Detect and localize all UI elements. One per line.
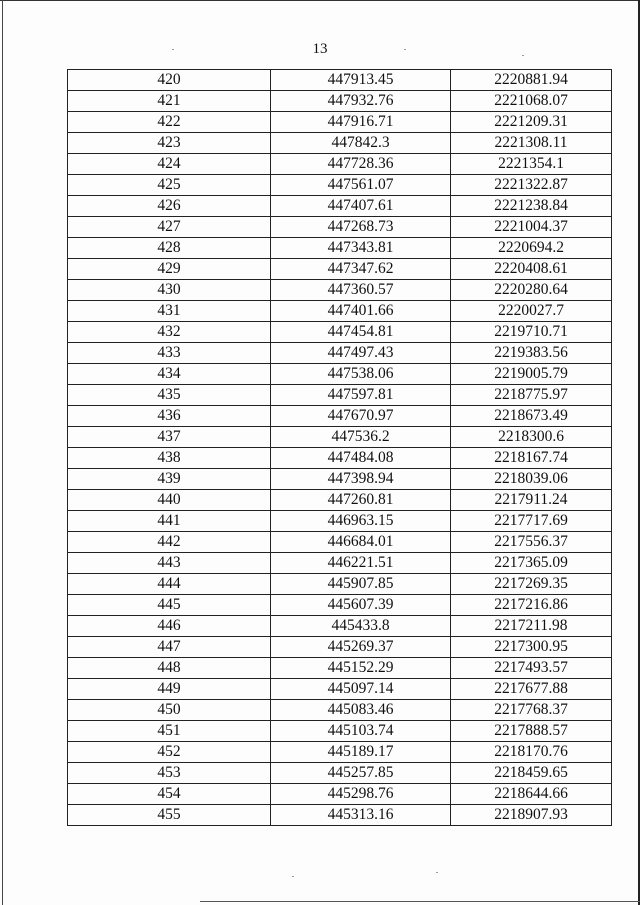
table-row <box>68 784 612 805</box>
x-coordinate-cell: 447454.81 <box>271 322 451 343</box>
x-coordinate-cell: 447561.07 <box>271 175 451 196</box>
y-coordinate-cell: 2220881.94 <box>451 70 612 91</box>
point-number-cell: 425 <box>68 175 271 196</box>
table-row <box>68 175 612 196</box>
y-coordinate-cell: 2217216.86 <box>451 595 612 616</box>
table-row <box>68 280 612 301</box>
point-number-cell: 439 <box>68 469 271 490</box>
coordinates-table <box>67 69 612 826</box>
coordinates-table-body <box>68 70 612 826</box>
point-number-cell: 438 <box>68 448 271 469</box>
point-number-cell: 423 <box>68 133 271 154</box>
point-number-cell: 430 <box>68 280 271 301</box>
point-number-cell: 421 <box>68 91 271 112</box>
table-row <box>68 238 612 259</box>
y-coordinate-cell: 2217211.98 <box>451 616 612 637</box>
x-coordinate-cell: 445189.17 <box>271 742 451 763</box>
x-coordinate-cell: 445433.8 <box>271 616 451 637</box>
table-row <box>68 385 612 406</box>
table-row <box>68 133 612 154</box>
y-coordinate-cell: 2217911.24 <box>451 490 612 511</box>
x-coordinate-cell: 445152.29 <box>271 658 451 679</box>
scan-speck <box>436 872 438 873</box>
table-row <box>68 469 612 490</box>
table-row <box>68 574 612 595</box>
x-coordinate-cell: 447347.62 <box>271 259 451 280</box>
point-number-cell: 452 <box>68 742 271 763</box>
table-row <box>68 658 612 679</box>
point-number-cell: 424 <box>68 154 271 175</box>
point-number-cell: 453 <box>68 763 271 784</box>
table-row <box>68 805 612 826</box>
x-coordinate-cell: 447260.81 <box>271 490 451 511</box>
point-number-cell: 446 <box>68 616 271 637</box>
x-coordinate-cell: 445269.37 <box>271 637 451 658</box>
table-row <box>68 532 612 553</box>
scan-speck <box>292 876 294 877</box>
y-coordinate-cell: 2218170.76 <box>451 742 612 763</box>
y-coordinate-cell: 2221354.1 <box>451 154 612 175</box>
table-row <box>68 511 612 532</box>
y-coordinate-cell: 2218039.06 <box>451 469 612 490</box>
y-coordinate-cell: 2219383.56 <box>451 343 612 364</box>
x-coordinate-cell: 445907.85 <box>271 574 451 595</box>
table-row <box>68 742 612 763</box>
x-coordinate-cell: 446963.15 <box>271 511 451 532</box>
y-coordinate-cell: 2220027.7 <box>451 301 612 322</box>
y-coordinate-cell: 2217556.37 <box>451 532 612 553</box>
point-number-cell: 445 <box>68 595 271 616</box>
x-coordinate-cell: 447407.61 <box>271 196 451 217</box>
table-row <box>68 70 612 91</box>
x-coordinate-cell: 447913.45 <box>271 70 451 91</box>
table-row <box>68 196 612 217</box>
y-coordinate-cell: 2221308.11 <box>451 133 612 154</box>
point-number-cell: 427 <box>68 217 271 238</box>
x-coordinate-cell: 447728.36 <box>271 154 451 175</box>
y-coordinate-cell: 2217717.69 <box>451 511 612 532</box>
y-coordinate-cell: 2217269.35 <box>451 574 612 595</box>
point-number-cell: 440 <box>68 490 271 511</box>
point-number-cell: 434 <box>68 364 271 385</box>
table-row <box>68 553 612 574</box>
scan-border-left <box>2 0 3 905</box>
point-number-cell: 450 <box>68 700 271 721</box>
table-row <box>68 91 612 112</box>
point-number-cell: 435 <box>68 385 271 406</box>
point-number-cell: 451 <box>68 721 271 742</box>
x-coordinate-cell: 445257.85 <box>271 763 451 784</box>
point-number-cell: 426 <box>68 196 271 217</box>
table-row <box>68 448 612 469</box>
x-coordinate-cell: 447538.06 <box>271 364 451 385</box>
table-row <box>68 616 612 637</box>
y-coordinate-cell: 2218775.97 <box>451 385 612 406</box>
point-number-cell: 454 <box>68 784 271 805</box>
x-coordinate-cell: 447597.81 <box>271 385 451 406</box>
y-coordinate-cell: 2217888.57 <box>451 721 612 742</box>
table-row <box>68 343 612 364</box>
x-coordinate-cell: 447932.76 <box>271 91 451 112</box>
table-row <box>68 679 612 700</box>
y-coordinate-cell: 2220408.61 <box>451 259 612 280</box>
table-row <box>68 721 612 742</box>
x-coordinate-cell: 447497.43 <box>271 343 451 364</box>
point-number-cell: 437 <box>68 427 271 448</box>
scan-border-top <box>0 0 640 5</box>
point-number-cell: 429 <box>68 259 271 280</box>
y-coordinate-cell: 2220280.64 <box>451 280 612 301</box>
x-coordinate-cell: 447916.71 <box>271 112 451 133</box>
y-coordinate-cell: 2218459.65 <box>451 763 612 784</box>
x-coordinate-cell: 445607.39 <box>271 595 451 616</box>
x-coordinate-cell: 447484.08 <box>271 448 451 469</box>
y-coordinate-cell: 2218644.66 <box>451 784 612 805</box>
table-row <box>68 154 612 175</box>
y-coordinate-cell: 2217493.57 <box>451 658 612 679</box>
point-number-cell: 433 <box>68 343 271 364</box>
x-coordinate-cell: 447360.57 <box>271 280 451 301</box>
y-coordinate-cell: 2221238.84 <box>451 196 612 217</box>
y-coordinate-cell: 2221209.31 <box>451 112 612 133</box>
point-number-cell: 443 <box>68 553 271 574</box>
table-row <box>68 763 612 784</box>
x-coordinate-cell: 445083.46 <box>271 700 451 721</box>
y-coordinate-cell: 2219710.71 <box>451 322 612 343</box>
x-coordinate-cell: 447343.81 <box>271 238 451 259</box>
point-number-cell: 431 <box>68 301 271 322</box>
x-coordinate-cell: 447401.66 <box>271 301 451 322</box>
table-row <box>68 595 612 616</box>
x-coordinate-cell: 447536.2 <box>271 427 451 448</box>
point-number-cell: 449 <box>68 679 271 700</box>
point-number-cell: 455 <box>68 805 271 826</box>
point-number-cell: 432 <box>68 322 271 343</box>
table-row <box>68 490 612 511</box>
y-coordinate-cell: 2221322.87 <box>451 175 612 196</box>
page-number: 13 <box>312 41 328 57</box>
y-coordinate-cell: 2217677.88 <box>451 679 612 700</box>
table-row <box>68 637 612 658</box>
point-number-cell: 441 <box>68 511 271 532</box>
x-coordinate-cell: 445298.76 <box>271 784 451 805</box>
x-coordinate-cell: 447670.97 <box>271 406 451 427</box>
y-coordinate-cell: 2221004.37 <box>451 217 612 238</box>
point-number-cell: 436 <box>68 406 271 427</box>
y-coordinate-cell: 2218907.93 <box>451 805 612 826</box>
y-coordinate-cell: 2219005.79 <box>451 364 612 385</box>
x-coordinate-cell: 445103.74 <box>271 721 451 742</box>
x-coordinate-cell: 446684.01 <box>271 532 451 553</box>
x-coordinate-cell: 446221.51 <box>271 553 451 574</box>
table-row <box>68 322 612 343</box>
y-coordinate-cell: 2217365.09 <box>451 553 612 574</box>
y-coordinate-cell: 2218300.6 <box>451 427 612 448</box>
point-number-cell: 428 <box>68 238 271 259</box>
y-coordinate-cell: 2221068.07 <box>451 91 612 112</box>
point-number-cell: 448 <box>68 658 271 679</box>
x-coordinate-cell: 447398.94 <box>271 469 451 490</box>
y-coordinate-cell: 2217300.95 <box>451 637 612 658</box>
x-coordinate-cell: 447842.3 <box>271 133 451 154</box>
table-row <box>68 427 612 448</box>
x-coordinate-cell: 445313.16 <box>271 805 451 826</box>
table-row <box>68 364 612 385</box>
table-row <box>68 700 612 721</box>
point-number-cell: 420 <box>68 70 271 91</box>
point-number-cell: 442 <box>68 532 271 553</box>
table-row <box>68 217 612 238</box>
x-coordinate-cell: 447268.73 <box>271 217 451 238</box>
y-coordinate-cell: 2218167.74 <box>451 448 612 469</box>
scan-border-bottom <box>200 901 640 902</box>
table-row <box>68 406 612 427</box>
y-coordinate-cell: 2218673.49 <box>451 406 612 427</box>
y-coordinate-cell: 2217768.37 <box>451 700 612 721</box>
y-coordinate-cell: 2220694.2 <box>451 238 612 259</box>
table-row <box>68 112 612 133</box>
point-number-cell: 447 <box>68 637 271 658</box>
x-coordinate-cell: 445097.14 <box>271 679 451 700</box>
point-number-cell: 422 <box>68 112 271 133</box>
point-number-cell: 444 <box>68 574 271 595</box>
table-row <box>68 301 612 322</box>
table-row <box>68 259 612 280</box>
